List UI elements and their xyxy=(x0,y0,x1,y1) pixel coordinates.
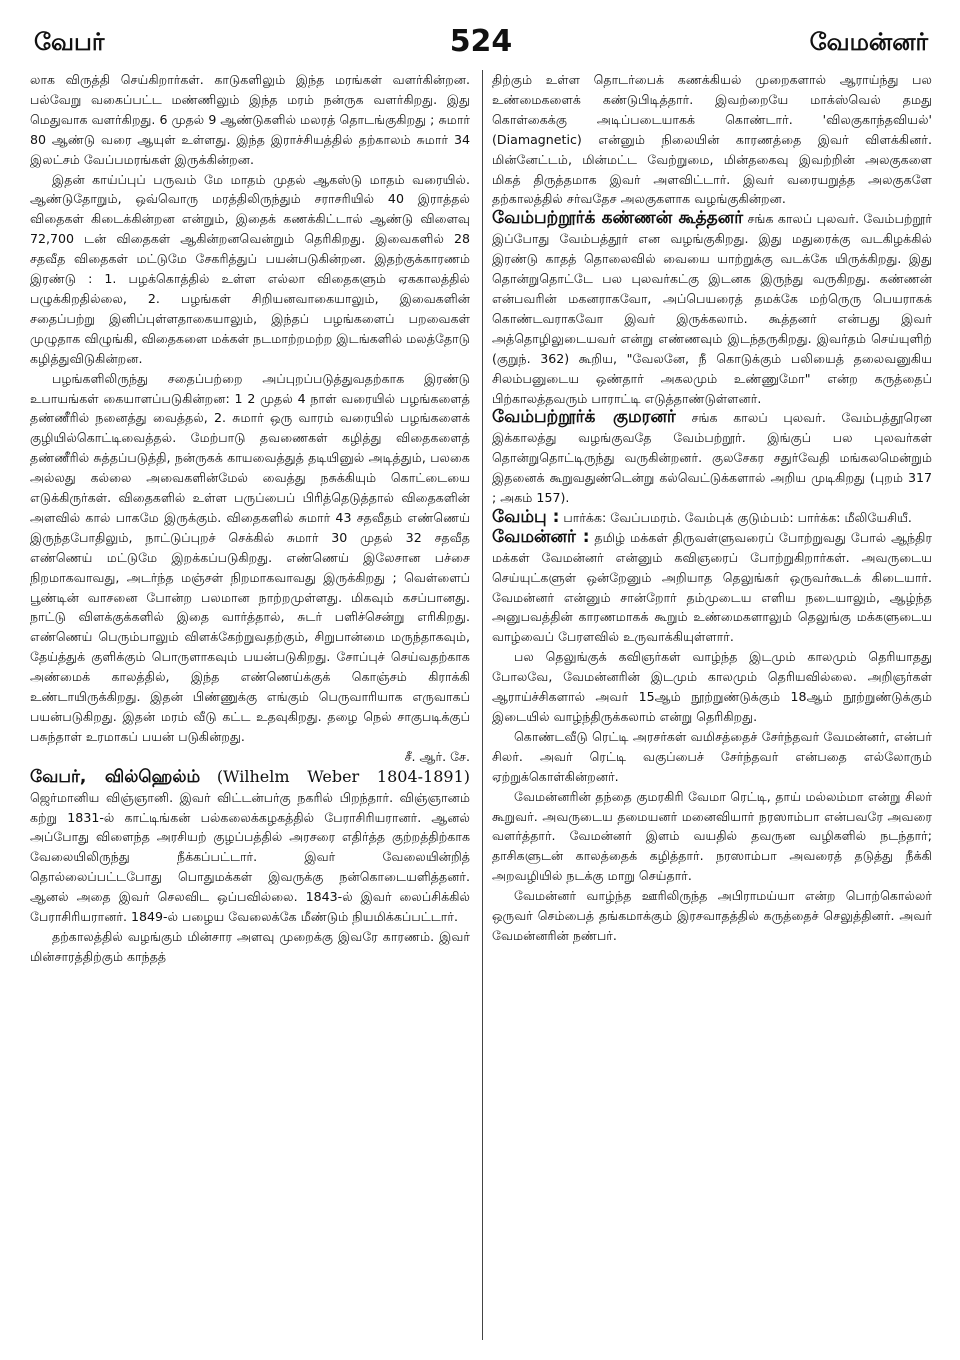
entry-kannan-koothanar xyxy=(492,209,932,408)
entry-vembu xyxy=(492,508,932,528)
paragraph: தற்காலத்தில் வழங்கும் மின்சார அளவு முறைக்கு இவரே காரணம். இவர் மின்சாரத்திற்கும் காந்தத் xyxy=(30,928,470,964)
author-signature: சீ. ஆர். சே. xyxy=(404,748,470,764)
entry-weber xyxy=(30,767,470,927)
paragraph: பழங்களிலிருந்து சதைப்பற்றை அப்புறப்படுத்துவதற்காக இரண்டு உபாயங்கள் கையாளப்படுகின்றன: 1 2 முதல் 4 நாள் வரையில் பழங்களைத் தண்ணீரில் நனைத்து வைத்தல், 2. சுமார் ஒரு வாரம் வரையில் பழங்களைக் குழியில்கொட்டிவைத்தல். மேற்பாடு தவணைகள் கழித்து விதைகளைத் தண்ணீரில் சுத்தப்படுத்தி, நன்ருகக் காயவைத்துத் தடியினுல் அடித்தும், பலகை அல்லது கல்லை அவைகளின்மேல் வைத்து நசுக்கியும் கொட்டையை எடுக்கிருர்கள். விதைகளில் உள்ள பருப்பைப் பிரித்தெடுத்தால் விதைகளின் அளவில் கால் பாகமே இருக்கும். விதைகளில் சுமார் 43 சதவீதம் எண்ணெய் இருந்தபோதிலும், நாட்டுப்புறச் செக்கில் சுமார் 30 முதல் 32 சதவீத எண்ணெய் மட்டுமே இறக்கப்படுகிறது. எண்ணெய் இலேசான பச்சை நிறமாகவாவது, அடர்ந்த மஞ்சள் நிறமாகவாவது இருக்கிறது ; வெள்ளைப் பூண்டின் வாசனை போன்ற பலமான நாற்றமுள்ளது. மிகவும் கசப்பானது. நாட்டு விளக்குக்களில் இதை வார்த்தால், சுடர் பளிச்சென்று எரிகிறது. எண்ணெய் பெரும்பாலும் விளக்கேற்றுவதற்கும், சிறுபான்மை மருந்தாகவும், தேய்த்துக் குளிக்கும் பொருளாகவும் பயன்படுகிறது. சோப்புச் செய்வதற்காக அண்மைக் காலத்தில், இந்த எண்ணெய்க்குக் கொஞ்சம் கிராக்கி உண்டாயிருக்கிறது. இதன் பிண்ணுக்கு எங்கும் பெருவாரியாக எருவாகப் பயன்படுகிறது. இதன் மரம் வீடு கட்ட உதவுகிறது. தழை நெல் சாகுபடிக்குப் பசுந்தாள் உரமாகப் பயன் படுகின்றது. xyxy=(30,370,470,744)
entry-vemanna xyxy=(492,528,932,647)
entry-kumaranar xyxy=(492,408,932,508)
entry-headword: வேம்பற்றூர்க் கண்ணன் கூத்தனர் xyxy=(492,208,744,229)
entry-headword: வேம்பற்றூர்க் குமரனர் xyxy=(492,407,676,428)
entry-headword: வேமன்னர் : xyxy=(492,526,590,547)
page-header xyxy=(30,22,932,70)
entry-headword: வேம்பு : xyxy=(492,506,560,527)
entry-body: பார்க்க: வேப்பமரம். வேம்புக் குடும்பம்: பார்க்க: மீலியேசியீ. xyxy=(563,509,912,525)
paragraph: பல தெலுங்குக் கவிஞர்கள் வாழ்ந்த இடமும் காலமும் தெரியாதது போலவே, வேமன்னரின் இடமும் காலமும் தெரியவில்லை. அறிஞர்கள் ஆராய்ச்சிகளால் அவர் 15ஆம் நூற்றுண்டுக்கும் 18ஆம் நூற்றுண்டுக்கும் இடையில் வாழ்ந்திருக்கலாம் என்று தெரிகிறது. xyxy=(492,649,932,724)
column-divider xyxy=(482,70,483,1340)
entry-body: தமிழ் மக்கள் திருவள்ளுவரைப் போற்றுவது போல் ஆந்திர மக்கள் வேமன்னர் என்னும் கவிஞரைப் போற்றுகிறார்கள். அவருடைய செய்யுட்களுள் ஒன்றேனும் அறியாத தெலுங்கர் ஒருவர்கூடக் கிடையார். வேமன்னர் என்னும் சான்றோர் தம்முடைய எளிய நடையாலும், ஆழ்ந்த அனுபவத்தின் காரணமாகக் கூறும் உண்மைகளாலும் தெலுங்கு மக்களுடைய வாழ்வைப் பேரளவில் உருவாக்கியுள்ளார். xyxy=(492,529,932,645)
entry-latin-name: (Wilhelm Weber 1804-1891) xyxy=(216,766,470,786)
running-head-right: வேமன்னர் xyxy=(809,28,928,56)
entry-body: ஜெர்மானிய விஞ்ஞானி. இவர் விட்டன்பர்கு நகரில் பிறந்தார். விஞ்ஞானம் கற்று 1831-ல் காட்டிங்கன் பல்கலைக்கழகத்தில் பேராசிரியரானர். ஆனல் அப்போது விளைந்த அரசியற் குழப்பத்தில் அரசரை எதிர்த்த குற்றத்திற்காக வேலையிலிருந்து நீக்கப்பட்டார். இவர் வேலையின்றித் தொல்லைப்பட்டபோது பொதுமக்கள் இவருக்கு நன்கொடையளித்தனர். ஆனல் அதை இவர் செலவிட ஒப்பவில்லை. 1843-ல் இவர் லைப்சிக்கில் பேராசிரியரானர். 1849-ல் பழைய வேலைக்கே மீண்டும் நியமிக்கப்பட்டார். xyxy=(30,789,470,925)
left-column xyxy=(30,70,470,1340)
entry-headword: வேபர், வில்ஹெல்ம் xyxy=(30,766,201,787)
paragraph: வேமன்னரின் தந்தை குமரகிரி வேமா ரெட்டி, தாய் மல்லம்மா என்று சிலர் கூறுவர். அவருடைய தமையனர் மனைவியார் நரஸாம்பா என்பவரே அவரை வளர்த்தார். வேமன்னர் இளம் வயதில் தவருன வழிகளில் நடந்தார்; தாசிகளுடன் காலத்தைக் கழித்தார். நரஸாம்பா அவரைத் தடுத்து நீக்கி அறவழியில் நடக்கு மாறு செய்தார். xyxy=(492,788,932,884)
paragraph: இதன் காய்ப்புப் பருவம் மே மாதம் முதல் ஆகஸ்டு மாதம் வரையில். ஆண்டுதோறும், ஒவ்வொரு மரத்திலிருந்தும் சராசரியில் 40 இராத்தல் விதைகள் கிடைக்கின்றன என்றும், இதைக் கணக்கிட்டால் ஆண்டு விளைவு 72,700 டன் விதைகள் ஆகின்றனவென்றும் தெரிகிறது. இவைகளில் 28 சதவீத விதைகள் மட்டுமே சேகரித்துப் பயன்படுகின்றன. இதற்குக்காரணம் இரண்டு : 1. பழக்கொத்தில் உள்ள எல்லா விதைகளும் ஏககாலத்தில் பழுக்கிறதில்லை, 2. பழங்கள் சிறியனவாகையாலும், இவைகளின் சதைப்பற்று இனிப்புள்ளதாகையாலும், இந்தப் பழங்களைப் பறவைகள் முழுதாக விழுங்கி, விதைகளை மக்கள் நடமாற்றமற்ற இடங்களில் மலத்தோடு கழித்துவிடுகின்றன. xyxy=(30,171,470,366)
entry-body: சங்க காலப் புலவர். வேம்பற்றூர் இப்போது வேம்பத்தூர் என வழங்குகிறது. இது மதுரைக்கு வடகிழக்கில் இரண்டு காதத் தொலைவில் வையை யாற்றுக்கு வடக்கே யிருக்கிறது. இது தொன்றுதொட்டே பல புலவர்கட்கு இடனக இருந்து வருகிறது. கண்ணன் என்பவரின் மகனராகவோ, அப்பெயரைத் தமக்கே மற்ருெரு பெயராகக் கொண்டவராகவோ இவர் இருக்கலாம். கூத்தனர் என்பது இவர் அத்தொழிலுடையவர் என்று எண்ணவும் இடந்தருகிறது. இவர்தம் செய்யுளிற் (குறுந். 362) கூறிய, "வேலனே, நீ கொடுக்கும் பலியைத் தலைவனுகிய சிலம்பனுடைய ஒண்தார் அகலமும் உண்ணுமோ" என்ற கருத்தைப் பிற்காலத்தவரும் பாராட்டி எடுத்தாண்டுள்ளனர். xyxy=(492,211,932,406)
entry-body: சங்க காலப் புலவர். வேம்பத்தூரென இக்காலத்து வழங்குவதே வேம்பற்றூர். இங்குப் பல புலவர்கள் தொன்றுதொட்டிருந்து வருகின்றனர். குலசேகர சதுர்வேதி மங்கலமென்றும் இதனைக் கூறுவதுண்டென்று கல்வெட்டுக்களால் அறிய முடிகிறது (புறம் 317 ; அகம் 157). xyxy=(492,410,932,506)
text-columns xyxy=(30,70,932,1340)
right-column xyxy=(492,70,932,1340)
paragraph: திற்கும் உள்ள தொடர்பைக் கணக்கியல் முறைகளால் ஆராய்ந்து பல உண்மைகளைக் கண்டுபிடித்தார். இவற்றையே மாக்ஸ்வெல் தமது கொள்கைக்கு அடிப்படையாகக் கொண்டார். 'விலகுகாந்தவியல்' (Diamagnetic) என்னும் நிலையின் காரணத்தை இவர் விளக்கினர். மின்னேட்டம், மின்மட்ட வேற்றுமை, மின்தகைவு இவற்றின் அலகுகளை மிகத் திருத்தமாக இவர் அளவிட்டார். இவர் வரையறுத்த அலகுகளே தற்காலத்தில் சர்வதேச அலகுகளாக வழங்குகின்றன. xyxy=(492,72,932,207)
paragraph: கொண்டவீடு ரெட்டி அரசர்கள் வமிசத்தைச் சேர்ந்தவர் வேமன்னர், என்பர் சிலர். அவர் ரெட்டி வகுப்பைச் சேர்ந்தவர் என்பதை எல்லோரும் ஏற்றுக்கொள்கின்றனர். xyxy=(492,728,932,784)
page-number: 524 xyxy=(449,24,513,59)
paragraph: வேமன்னர் வாழ்ந்த ஊரிலிருந்த அபிராமய்யா என்ற பொற்கொல்லர் ஒருவர் செம்பைத் தங்கமாக்கும் இரசவாதத்தில் கருத்தைச் செலுத்தினர். அவர் வேமன்னரின் நண்பர். xyxy=(492,888,932,943)
running-head-left: வேபர் xyxy=(34,28,105,56)
paragraph: லாக விருத்தி செய்கிறார்கள். காடுகளிலும் இந்த மரங்கள் வளர்கின்றன. பல்வேறு வகைப்பட்ட மண்ணிலும் இந்த மரம் நன்ருக வளர்கிறது. இது மெதுவாக வளர்கிறது. 6 முதல் 9 ஆண்டுகளில் மலரத் தொடங்குகிறது ; சுமார் 80 ஆண்டு வரை ஆயுள் உள்ளது. இந்த இராச்சியத்தில் தற்காலம் சுமார் 34 இலட்சம் வேப்பமரங்கள் இருக்கின்றன. xyxy=(30,72,470,167)
